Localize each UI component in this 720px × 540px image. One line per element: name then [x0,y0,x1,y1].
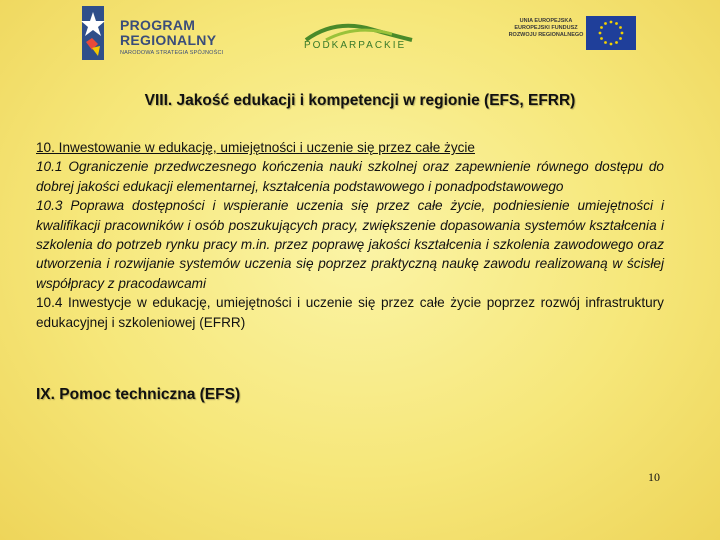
list-item [36,157,664,196]
item-text: Ograniczenie przedwczesnego kończenia nauki szkolnej oraz zapewnienie równego dostępu do dobrej jakości edukacji elementarnej, kształcenia podstawowego i ponadpodstawowego [36,159,664,194]
item-text: Inwestycje w edukację, umiejętności i uczenie się przez całe życie poprzez rozwój infrastruktury edukacyjnej i szkoleniowej (EFRR) [36,295,664,330]
list-item [36,293,664,332]
eu-logo-line3: ROZWOJU REGIONALNEGO [508,32,584,38]
podkarpackie-logo [296,20,422,54]
eu-logo [508,14,638,54]
item-number: 10.3 [36,198,63,214]
program-logo-subtitle: NARODOWA STRATEGIA SPÓJNOŚCI [120,50,224,56]
program-logo-line2: REGIONALNY [120,32,217,48]
item-number: 10.4 [36,295,63,311]
program-logo-title [120,18,216,48]
star-icon [78,6,108,62]
eu-logo-line2: EUROPEJSKI FUNDUSZ [514,25,578,31]
program-logo-line1: PROGRAM [120,17,196,33]
eu-logo-line1: UNIA EUROPEJSKA [519,18,573,24]
slide-title: VIII. Jakość edukacji i kompetencji w regionie (EFS, EFRR) [144,92,576,109]
header [0,0,720,68]
eu-logo-text [508,18,584,39]
item-text: Poprawa dostępności i wspieranie uczenia się przez całe życie, podniesienie umiejętności i kwalifikacji pracowników i osób poszukujących pracy, zwiększenie dopasowania systemów kształcenia i szkolenia do potrzeb rynku pracy m.in. przez poprawę jakości kształcenia i szkolenia zawodowego oraz utworzenia i rozwijanie systemów uczenia się poprzez praktyczną naukę zawodu realizowaną w ścisłej współpracy z pracodawcami [36,198,664,291]
podkarpackie-logo-text: PODKARPACKIE [304,40,407,51]
section-9-heading: IX. Pomoc techniczna (EFS) [36,386,241,403]
section-10 [36,138,664,332]
eu-flag-icon [586,16,636,50]
list-item [36,196,664,293]
page-number: 10 [648,470,660,484]
program-regionalny-logo [78,6,248,64]
section-10-heading: 10. Inwestowanie w edukację, umiejętności i uczenie się przez całe życie [36,140,475,155]
item-number: 10.1 [36,159,63,175]
hills-icon [296,20,422,42]
